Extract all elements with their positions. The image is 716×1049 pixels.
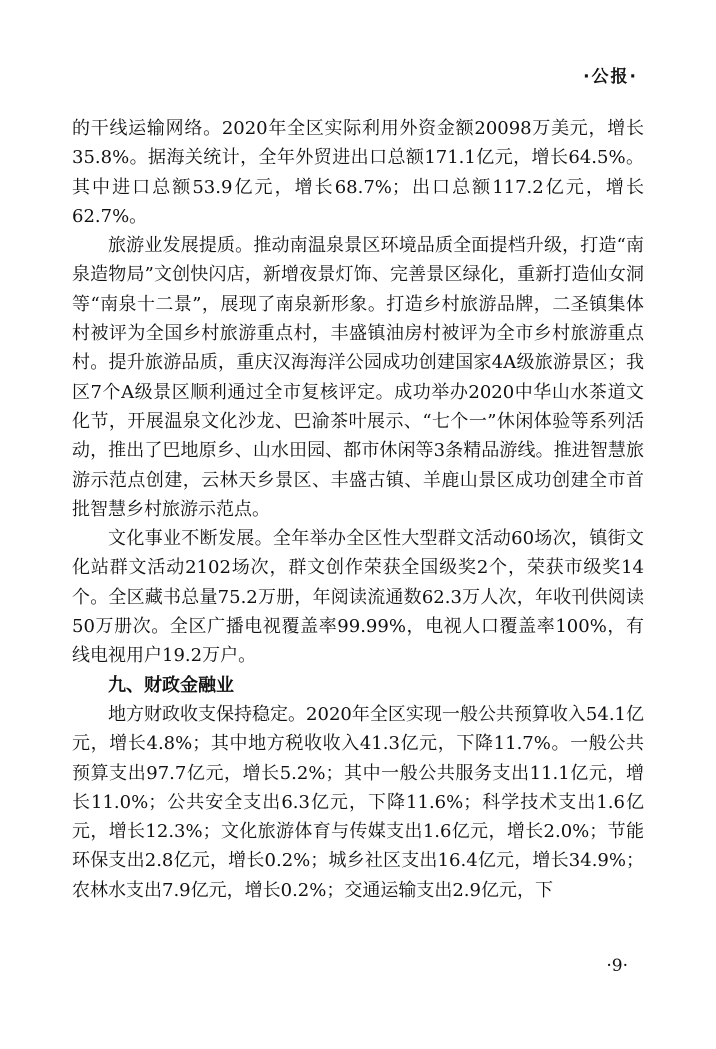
page-number: ·9· [606,956,628,976]
section-heading-finance: 九、财政金融业 [108,674,234,696]
paragraph-tourism: 旅游业发展提质。推动南温泉景区环境品质全面提档升级，打造“南泉造物局”文创快闪店，新增夜景灯饰、完善景区绿化，重新打造仙女洞等“南泉十二景”，展现了南泉新形象。打造乡村旅游品牌，二圣镇集体村被评为全国乡村旅游重点村，丰盛镇油房村被评为全市乡村旅游重点村。提升旅游品质，重庆汉海海洋公园成功创建国家4A级旅游景区；我区7个A级景区顺利通过全市复核评定。成功举办2020中华山水茶道文化节，开展温泉文化沙龙、巴渝茶叶展示、“七个一”休闲体验等系列活动，推出了巴地原乡、山水田园、都市休闲等3条精品游线。推进智慧旅游示范点创建，云林天乡景区、丰盛古镇、羊鹿山景区成功创建全市首批智慧乡村旅游示范点。 [72,235,644,520]
running-header: ·公报· [583,67,638,87]
paragraph-fiscal: 地方财政收支保持稳定。2020年全区实现一般公共预算收入54.1亿元，增长4.8%；其中地方税收收入41.3亿元，下降11.7%。一般公共预算支出97.7亿元，增长5.2%；其中一般公共服务支出11.1亿元，增长11.0%；公共安全支出6.3亿元，下降11.6%；科学技术支出1.6亿元，增长12.3%；文化旅游体育与传媒支出1.6亿元，增长2.0%；节能环保支出2.8亿元，增长0.2%；城乡社区支出16.4亿元，增长34.9%；农林水支出7.9亿元，增长0.2%；交通运输支出2.9亿元，下 [72,703,644,901]
paragraph-trade-continued: 的干线运输网络。2020年全区实际利用外资金额20098万美元，增长35.8%。据海关统计，全年外贸进出口总额171.1亿元，增长64.5%。其中进口总额53.9亿元，增长68.7%；出口总额117.2亿元，增长62.7%。 [72,118,644,227]
page-body [72,114,644,905]
paragraph-culture: 文化事业不断发展。全年举办全区性大型群文活动60场次，镇街文化站群文活动2102场次，群文创作荣获全国级奖2个，荣获市级奖14个。全区藏书总量75.2万册，年阅读流通数62.3万人次，年收刊供阅读50万册次。全区广播电视覆盖率99.99%，电视人口覆盖率100%，有线电视用户19.2万户。 [72,528,644,667]
